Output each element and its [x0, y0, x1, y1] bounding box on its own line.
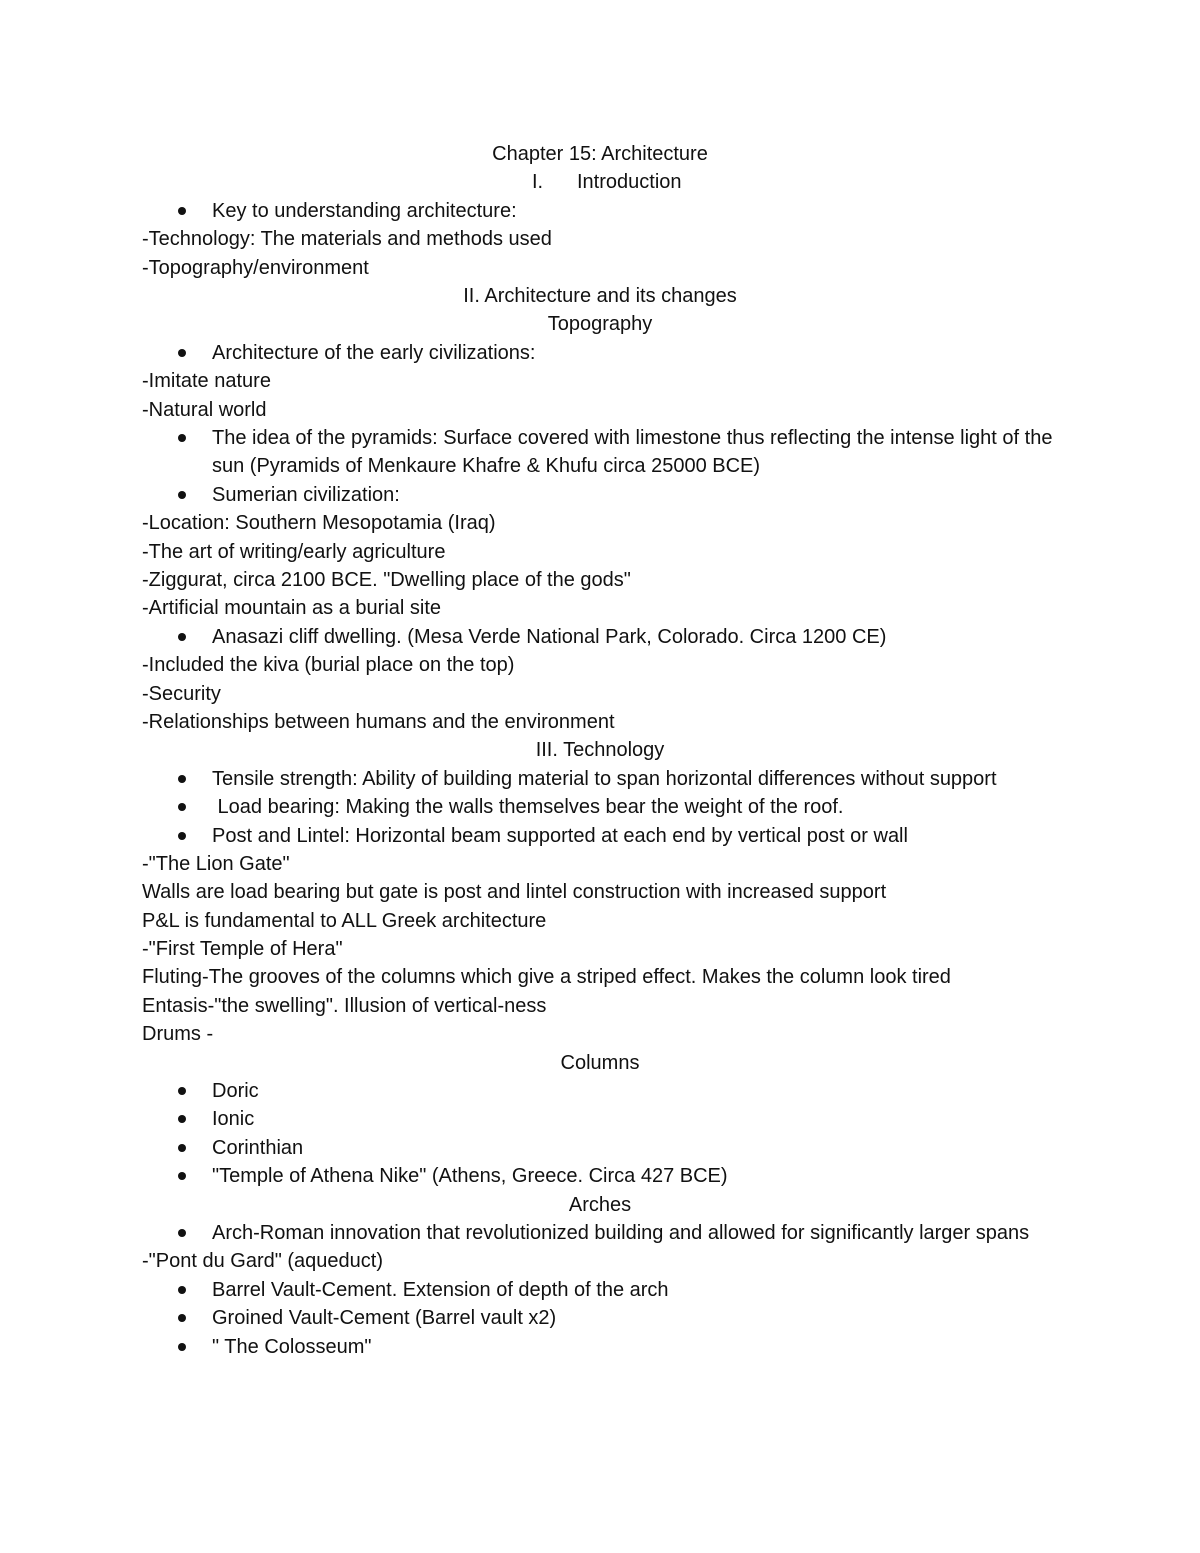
text-line: -The art of writing/early agriculture: [142, 540, 446, 563]
bullet-icon: [178, 803, 186, 811]
bullet-icon: [178, 491, 186, 499]
list-item-text: Groined Vault-Cement (Barrel vault x2): [212, 1307, 557, 1330]
text-line: -"The Lion Gate": [142, 852, 290, 875]
list-item-text: "Temple of Athena Nike" (Athens, Greece. Circa 427 BCE): [212, 1165, 728, 1188]
list-item-text: Tensile strength: Ability of building material to span horizontal differences without support: [212, 767, 997, 790]
list-item-text: Anasazi cliff dwelling. (Mesa Verde National Park, Colorado. Circa 1200 CE): [212, 625, 887, 648]
list-item: [142, 623, 1058, 651]
subheading: Columns: [560, 1051, 640, 1074]
bullet-icon: [178, 434, 186, 442]
bullet-icon: [178, 1229, 186, 1237]
list-item: [142, 1276, 1058, 1304]
section-number: I.: [532, 171, 544, 194]
text-line: Walls are load bearing but gate is post and lintel construction with increased support: [142, 881, 887, 904]
list-item-text: Post and Lintel: Horizontal beam supported at each end by vertical post or wall: [212, 824, 908, 847]
bullet-icon: [178, 1172, 186, 1180]
bullet-icon: [178, 775, 186, 783]
list-item-text: Barrel Vault-Cement. Extension of depth of the arch: [212, 1278, 669, 1301]
bullet-icon: [178, 1144, 186, 1152]
text-line: P&L is fundamental to ALL Greek architecture: [142, 909, 547, 932]
list-item: [142, 765, 1058, 793]
list-item: [142, 1134, 1058, 1162]
bullet-icon: [178, 207, 186, 215]
text-line: -Technology: The materials and methods used: [142, 228, 552, 251]
text-line: -"First Temple of Hera": [142, 938, 343, 961]
list-item-text: Doric: [212, 1080, 259, 1103]
bullet-icon: [178, 1087, 186, 1095]
text-line: -"Pont du Gard" (aqueduct): [142, 1250, 383, 1273]
list-item: [142, 339, 1058, 367]
list-item-text: The idea of the pyramids: Surface covered with limestone thus reflecting the intense light of the sun (Pyramids of Menkaure Khafre & Khufu circa 25000 BCE): [212, 426, 1053, 478]
list-item-text: Sumerian civilization:: [212, 483, 400, 506]
text-line: -Imitate nature: [142, 370, 271, 393]
list-item: [142, 424, 1058, 481]
list-item-text: Load bearing: Making the walls themselves bear the weight of the roof.: [212, 796, 844, 819]
section-heading-introduction: [142, 168, 1058, 196]
list-item: [142, 197, 1058, 225]
list-item-text: Arch-Roman innovation that revolutionized building and allowed for significantly larger spans: [212, 1222, 1030, 1245]
list-item: [142, 1077, 1058, 1105]
list-item-text: Ionic: [212, 1108, 255, 1131]
list-item: [142, 1162, 1058, 1190]
list-item: [142, 481, 1058, 509]
bullet-icon: [178, 1314, 186, 1322]
text-line: -Security: [142, 682, 221, 705]
section-label: Introduction: [577, 171, 682, 194]
list-item: [142, 1219, 1058, 1247]
text-line: -Natural world: [142, 398, 267, 421]
text-line: -Location: Southern Mesopotamia (Iraq): [142, 512, 496, 535]
list-item-text: Key to understanding architecture:: [212, 199, 517, 222]
section-heading: III. Technology: [535, 739, 665, 762]
bullet-icon: [178, 349, 186, 357]
list-item-text: Architecture of the early civilizations:: [212, 341, 536, 364]
bullet-icon: [178, 1286, 186, 1294]
subheading: Arches: [568, 1193, 632, 1216]
section-heading: II. Architecture and its changes: [463, 284, 737, 307]
bullet-icon: [178, 1343, 186, 1351]
bullet-icon: [178, 1115, 186, 1123]
text-line: -Relationships between humans and the environment: [142, 710, 615, 733]
text-line: -Topography/environment: [142, 256, 369, 279]
list-item-text: " The Colosseum": [212, 1335, 372, 1358]
document-body: [142, 140, 1058, 1361]
text-line: -Artificial mountain as a burial site: [142, 597, 442, 620]
bullet-icon: [178, 832, 186, 840]
page-title: Chapter 15: Architecture: [492, 143, 708, 165]
list-item: [142, 822, 1058, 850]
list-item: [142, 1304, 1058, 1332]
list-item-text: Corinthian: [212, 1136, 304, 1159]
text-line: -Included the kiva (burial place on the top): [142, 654, 515, 677]
text-line: Drums -: [142, 1023, 214, 1046]
text-line: -Ziggurat, circa 2100 BCE. "Dwelling place of the gods": [142, 568, 631, 591]
bullet-icon: [178, 633, 186, 641]
subheading: Topography: [547, 313, 653, 336]
text-line: Entasis-"the swelling". Illusion of vertical-ness: [142, 994, 547, 1017]
list-item: [142, 793, 1058, 821]
list-item: [142, 1105, 1058, 1133]
list-item: [142, 1333, 1058, 1361]
text-line: Fluting-The grooves of the columns which give a striped effect. Makes the column look tired: [142, 966, 951, 989]
